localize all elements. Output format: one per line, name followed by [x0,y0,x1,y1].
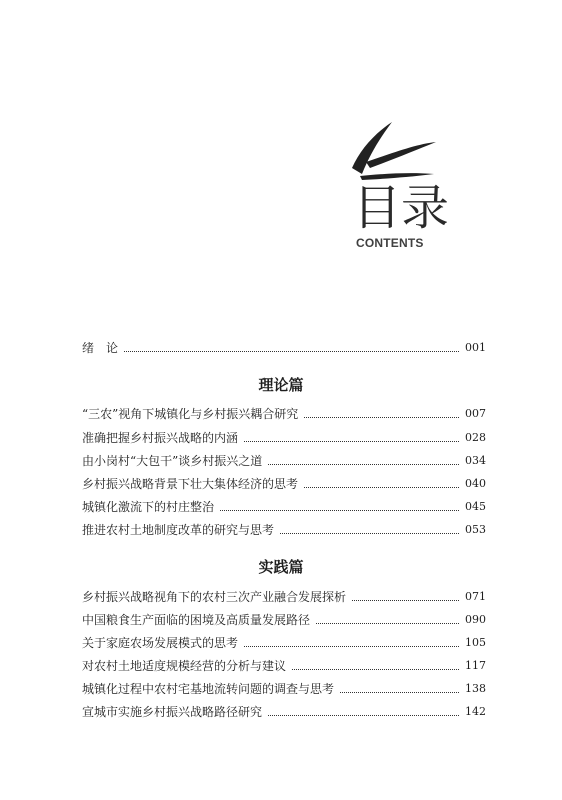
toc-page-number: 028 [465,431,486,444]
toc-entry[interactable] [82,498,486,516]
toc-entry[interactable] [82,588,486,606]
dotted-leader [292,668,459,670]
section-heading-practice: 实践篇 [258,558,304,576]
dotted-leader [280,532,459,534]
dotted-leader [268,714,459,716]
toc-page-number: 034 [465,454,486,467]
toc-page-number: 090 [465,613,486,626]
toc-entry-title: 绪 论 [82,341,119,355]
toc-entry-title: 关于家庭农场发展模式的思考 [82,636,239,650]
toc-page-number: 071 [465,590,486,603]
toc-page-number: 138 [465,682,486,695]
toc-entry[interactable] [82,452,486,470]
toc-entry-title: 宣城市实施乡村振兴战略路径研究 [82,705,263,719]
page-title: 目录 [353,180,450,236]
dotted-leader [244,440,459,442]
dotted-leader [340,691,459,693]
toc-entry-title: 乡村振兴战略视角下的农村三次产业融合发展探析 [82,590,347,604]
toc-page-number: 053 [465,523,486,536]
toc-entry-title: 推进农村土地制度改革的研究与思考 [82,523,275,537]
toc-entry[interactable] [82,703,486,721]
dotted-leader [304,416,459,418]
dotted-leader [352,599,459,601]
toc-entry[interactable] [82,521,486,539]
dotted-leader [304,486,459,488]
toc-entry-title: 由小岗村“大包干”谈乡村振兴之道 [82,454,263,468]
toc-entry[interactable] [82,475,486,493]
dotted-leader [316,622,459,624]
dotted-leader [124,350,459,352]
toc-page-number: 001 [465,341,486,354]
dotted-leader [268,463,459,465]
toc-page-number: 142 [465,705,486,718]
toc-entry[interactable] [82,657,486,675]
toc-entry[interactable] [82,611,486,629]
leaf-logo-icon [350,120,450,180]
page-subtitle: CONTENTS [356,236,424,250]
toc-entry[interactable] [82,429,486,447]
toc-entry-title: 城镇化过程中农村宅基地流转问题的调查与思考 [82,682,335,696]
toc-entry-intro[interactable] [82,339,486,357]
toc-page-number: 040 [465,477,486,490]
dotted-leader [244,645,459,647]
toc-entry-title: 对农村土地适度规模经营的分析与建议 [82,659,287,673]
toc-entry-title: 准确把握乡村振兴战略的内涵 [82,431,239,445]
toc-entry-title: 城镇化激流下的村庄整治 [82,500,215,514]
section-heading-theory: 理论篇 [258,376,304,394]
toc-entry[interactable] [82,405,486,423]
toc-page-number: 105 [465,636,486,649]
toc-entry-title: 乡村振兴战略背景下壮大集体经济的思考 [82,477,299,491]
toc-page-number: 007 [465,407,486,420]
dotted-leader [220,509,459,511]
toc-entry-title: “三农”视角下城镇化与乡村振兴耦合研究 [82,407,299,421]
toc-entry[interactable] [82,634,486,652]
toc-entry[interactable] [82,680,486,698]
toc-entry-title: 中国粮食生产面临的困境及高质量发展路径 [82,613,311,627]
toc-page-number: 117 [465,659,486,672]
toc-page-number: 045 [465,500,486,513]
